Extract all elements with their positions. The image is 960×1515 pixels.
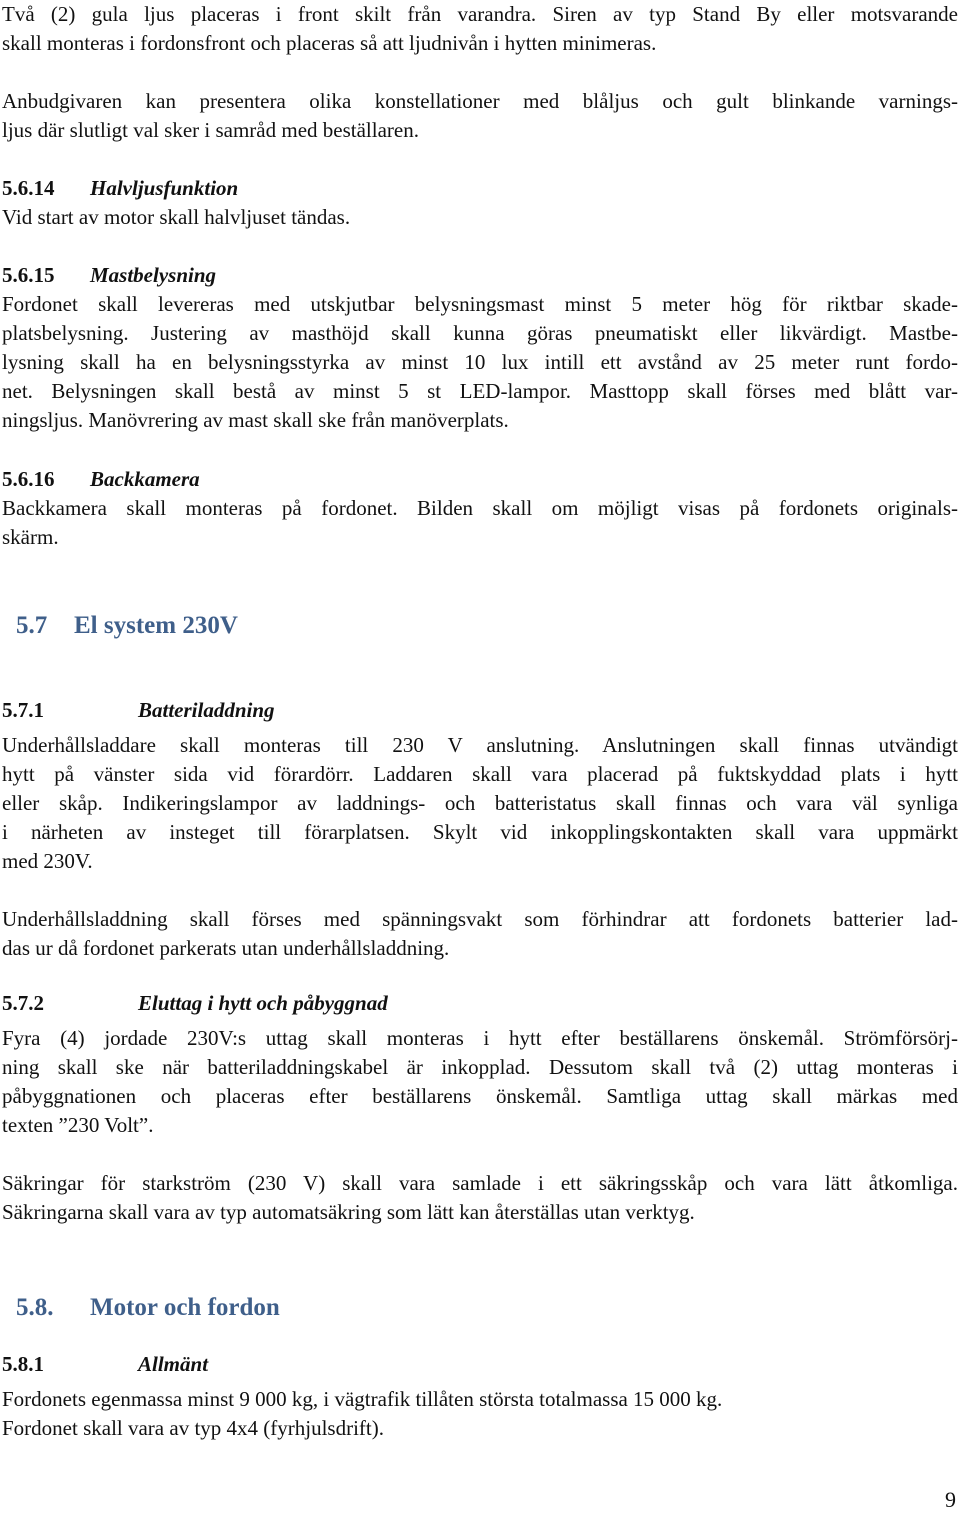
paragraph-eluttag [2,1024,958,1140]
heading-5-6-15 [2,261,216,290]
text-line: Två (2) gula ljus placeras i front skilt från varandra. Siren av typ Stand By eller motsvarande [2,2,958,26]
text-line: med 230V. [2,849,93,873]
paragraph-allmant [2,1385,958,1443]
paragraph-backkamera [2,494,958,552]
heading-number: 5.7.1 [2,698,44,722]
heading-title: Allmänt [138,1352,209,1376]
text-line: påbyggnationen och placeras efter beställarens önskemål. Samtliga uttag skall märkas med [2,1084,958,1108]
heading-number: 5.6.15 [2,263,55,287]
paragraph-batteriladdning [2,731,958,876]
text-line: Anbudgivaren kan presentera olika konstellationer med blåljus och gult blinkande varnings- [2,89,958,113]
paragraph-sakringar [2,1169,958,1227]
text-line: das ur då fordonet parkerats utan underhållsladdning. [2,936,450,960]
heading-number: 5.8.1 [2,1352,44,1376]
heading-5-7-1 [2,696,275,725]
paragraph-halvljus [2,203,958,232]
text-line: ning skall ske när batteriladdningskabel är inkopplad. Dessutom skall två (2) uttag monteras i [2,1055,958,1079]
heading-number: 5.6.14 [2,176,55,200]
text-line: skärm. [2,525,59,549]
heading-number: 5.7.2 [2,991,44,1015]
paragraph-warning-lights [2,87,958,145]
text-line: ningsljus. Manövrering av mast skall ske från manöverplats. [2,408,509,432]
heading-title: Motor och fordon [90,1294,280,1321]
text-line: i närheten av insteget till förarplatsen. Skylt vid inkopplingskontakten skall vara uppmärkt [2,820,958,844]
heading-number: 5.6.16 [2,467,55,491]
heading-number: 5.8. [16,1294,54,1321]
text-line: Fyra (4) jordade 230V:s uttag skall monteras i hytt efter beställarens önskemål. Strömförsörj- [2,1026,958,1050]
heading-title: Halvljusfunktion [90,176,239,200]
heading-title: El system 230V [74,612,238,639]
text-line: ljus där slutligt val sker i samråd med beställaren. [2,118,419,142]
heading-number: 5.7 [16,612,48,639]
text-line: texten ”230 Volt”. [2,1113,154,1137]
text-line: Vid start av motor skall halvljuset tändas. [2,205,351,229]
text-line: platsbelysning. Justering av masthöjd skall kunna göras pneumatiskt eller likvärdigt. Mastbe- [2,321,958,345]
heading-5-7-2 [2,989,388,1018]
text-line: lysning skall ha en belysningsstyrka av minst 10 lux intill ett avstånd av 25 meter runt fordo- [2,350,958,374]
paragraph-mastbelysning [2,290,958,435]
heading-title: Backkamera [90,467,200,491]
text-line: Backkamera skall monteras på fordonet. Bilden skall om möjligt visas på fordonets originals- [2,496,958,520]
text-line: Säkringar för starkström (230 V) skall vara samlade i ett säkringsskåp och vara lätt åtkomliga. [2,1171,958,1195]
heading-5-8-1 [2,1350,208,1379]
text-line: Fordonet skall levereras med utskjutbar belysningsmast minst 5 meter hög för riktbar skade- [2,292,958,316]
text-line: Underhållsladdare skall monteras till 230 V anslutning. Anslutningen skall finnas utvändigt [2,733,958,757]
heading-5-6-14 [2,174,238,203]
text-line: Underhållsladdning skall förses med spänningsvakt som förhindrar att fordonets batterier lad- [2,907,958,931]
paragraph-front-lights [2,0,958,58]
text-line: Fordonet skall vara av typ 4x4 (fyrhjulsdrift). [2,1416,384,1440]
text-line: Säkringarna skall vara av typ automatsäkring som lätt kan återställas utan verktyg. [2,1200,695,1224]
page-number: 9 [945,1487,956,1512]
heading-title: Mastbelysning [90,263,217,287]
heading-title: Batteriladdning [138,698,275,722]
heading-title: Eluttag i hytt och påbyggnad [138,991,388,1015]
heading-5-6-16 [2,465,200,494]
text-line: net. Belysningen skall bestå av minst 5 st LED-lampor. Masttopp skall förses med blått var- [2,379,958,403]
text-line: hytt på vänster sida vid förardörr. Laddaren skall vara placerad på fuktskyddad plats i hytt [2,762,958,786]
text-line: Fordonets egenmassa minst 9 000 kg, i vägtrafik tillåten största totalmassa 15 000 kg. [2,1387,723,1411]
text-line: skall monteras i fordonsfront och placeras så att ljudnivån i hytten minimeras. [2,31,657,55]
section-heading-5-7 [16,610,238,642]
paragraph-spanningsvakt [2,905,958,963]
section-heading-5-8 [16,1292,280,1324]
text-line: eller skåp. Indikeringslampor av laddnings- och batteristatus skall finnas och vara väl synliga [2,791,958,815]
